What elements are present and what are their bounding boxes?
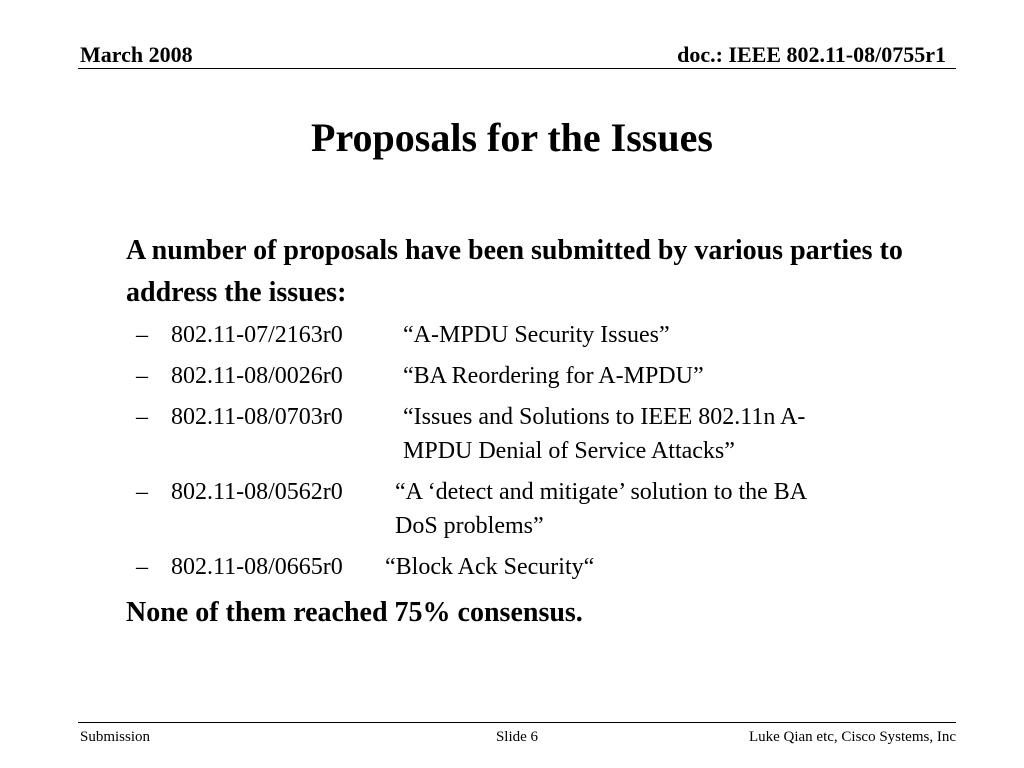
list-item bbox=[136, 359, 956, 393]
proposal-doc-number: 802.11-08/0562r0 bbox=[171, 479, 343, 505]
proposal-doc-number: 802.11-08/0026r0 bbox=[171, 363, 343, 389]
proposal-doc-number: 802.11-07/2163r0 bbox=[171, 322, 343, 348]
bullet-dash: – bbox=[136, 479, 148, 505]
footer-author: Luke Qian etc, Cisco Systems, Inc bbox=[748, 729, 956, 745]
bullet-dash: – bbox=[136, 322, 148, 348]
list-item bbox=[136, 550, 956, 584]
footer-slide-number: Slide 6 bbox=[495, 729, 539, 745]
proposal-title: “Issues and Solutions to IEEE 802.11n A- bbox=[403, 404, 806, 430]
header-date: March 2008 bbox=[80, 42, 193, 67]
proposal-title: “Block Ack Security“ bbox=[385, 554, 595, 580]
footer-rule bbox=[78, 722, 956, 723]
proposal-title: “BA Reordering for A-MPDU” bbox=[403, 363, 704, 389]
proposal-title-continued: MPDU Denial of Service Attacks” bbox=[403, 438, 735, 464]
conclusion-text: None of them reached 75% consensus. bbox=[126, 597, 583, 628]
list-item bbox=[136, 400, 956, 468]
bullet-dash: – bbox=[136, 404, 148, 430]
list-item bbox=[136, 475, 956, 543]
proposal-doc-number: 802.11-08/0665r0 bbox=[171, 554, 343, 580]
header-doc-number: doc.: IEEE 802.11-08/0755r1 bbox=[677, 42, 946, 67]
proposal-title: “A ‘detect and mitigate’ solution to the BA bbox=[395, 479, 808, 505]
proposal-title-continued: DoS problems” bbox=[395, 513, 544, 539]
proposal-title: “A-MPDU Security Issues” bbox=[403, 322, 670, 348]
header-rule bbox=[78, 68, 956, 69]
intro-paragraph: A number of proposals have been submitted by various parties to address the issues: bbox=[126, 235, 903, 308]
list-item bbox=[136, 318, 956, 352]
proposal-doc-number: 802.11-08/0703r0 bbox=[171, 404, 343, 430]
footer-submission: Submission bbox=[80, 729, 151, 745]
bullet-dash: – bbox=[136, 363, 148, 389]
bullet-dash: – bbox=[136, 554, 148, 580]
slide-title: Proposals for the Issues bbox=[311, 115, 713, 160]
proposal-list bbox=[136, 318, 956, 591]
